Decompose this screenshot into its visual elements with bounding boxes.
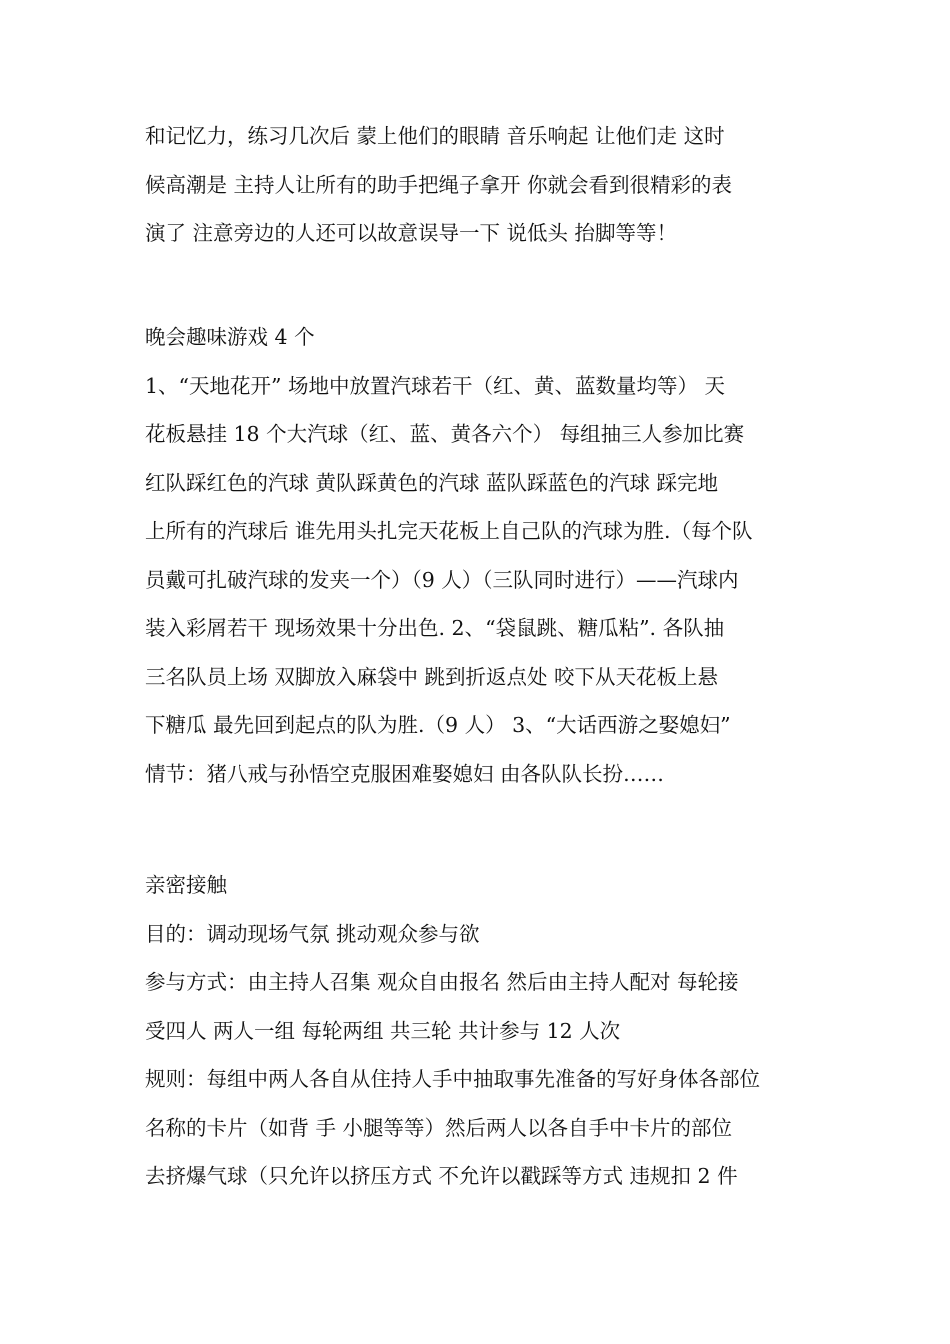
- games-heading: 晚会趣味游戏 4 个: [145, 325, 315, 349]
- games-line-9: 情节：猪八戒与孙悟空克服困难娶媳妇 由各队队长扮……: [145, 761, 665, 786]
- games-line-8: 下糖瓜 最先回到起点的队为胜.（9 人） 3、“大话西游之娶媳妇”: [145, 713, 731, 737]
- contact-line-2: 参与方式：由主持人召集 观众自由报名 然后由主持人配对 每轮接: [145, 970, 739, 994]
- contact-line-6: 去挤爆气球（只允许以挤压方式 不允许以戳踩等方式 违规扣 2 件: [145, 1164, 738, 1188]
- intro-line-1: 和记忆力，练习几次后 蒙上他们的眼睛 音乐响起 让他们走 这时: [145, 124, 725, 148]
- games-line-1: 1、“天地花开” 场地中放置汽球若干（红、黄、蓝数量均等） 天: [145, 373, 726, 398]
- games-line-5: 员戴可扎破汽球的发夹一个）（9 人）（三队同时进行）——汽球内: [145, 567, 739, 592]
- contact-line-1: 目的：调动现场气氛 挑动观众参与欲: [145, 921, 480, 946]
- contact-line-4: 规则：每组中两人各自从住持人手中抽取事先准备的写好身体各部位: [145, 1067, 760, 1091]
- games-line-4: 上所有的汽球后 谁先用头扎完天花板上自己队的汽球为胜.（每个队: [145, 519, 753, 543]
- games-line-6: 装入彩屑若干 现场效果十分出色. 2、“袋鼠跳、糖瓜粘”. 各队抽: [145, 616, 725, 640]
- games-line-3: 红队踩红色的汽球 黄队踩黄色的汽球 蓝队踩蓝色的汽球 踩完地: [145, 470, 719, 495]
- intro-paragraph: [145, 112, 815, 258]
- games-line-7: 三名队员上场 双脚放入麻袋中 跳到折返点处 咬下从天花板上悬: [145, 664, 719, 689]
- intro-line-3: 演了 注意旁边的人还可以故意误导一下 说低头 抬脚等等！: [145, 221, 678, 245]
- contact-heading: 亲密接触: [145, 873, 227, 897]
- contact-line-5: 名称的卡片（如背 手 小腿等等）然后两人以各自手中卡片的部位: [145, 1115, 733, 1140]
- games-line-2: 花板悬挂 18 个大汽球（红、蓝、黄各六个） 每组抽三人参加比赛: [145, 422, 745, 446]
- contact-line-3: 受四人 两人一组 每轮两组 共三轮 共计参与 12 人次: [145, 1018, 621, 1043]
- intro-line-2: 候高潮是 主持人让所有的助手把绳子拿开 你就会看到很精彩的表: [145, 172, 733, 197]
- contact-section: [145, 861, 815, 1201]
- games-section: [145, 313, 815, 798]
